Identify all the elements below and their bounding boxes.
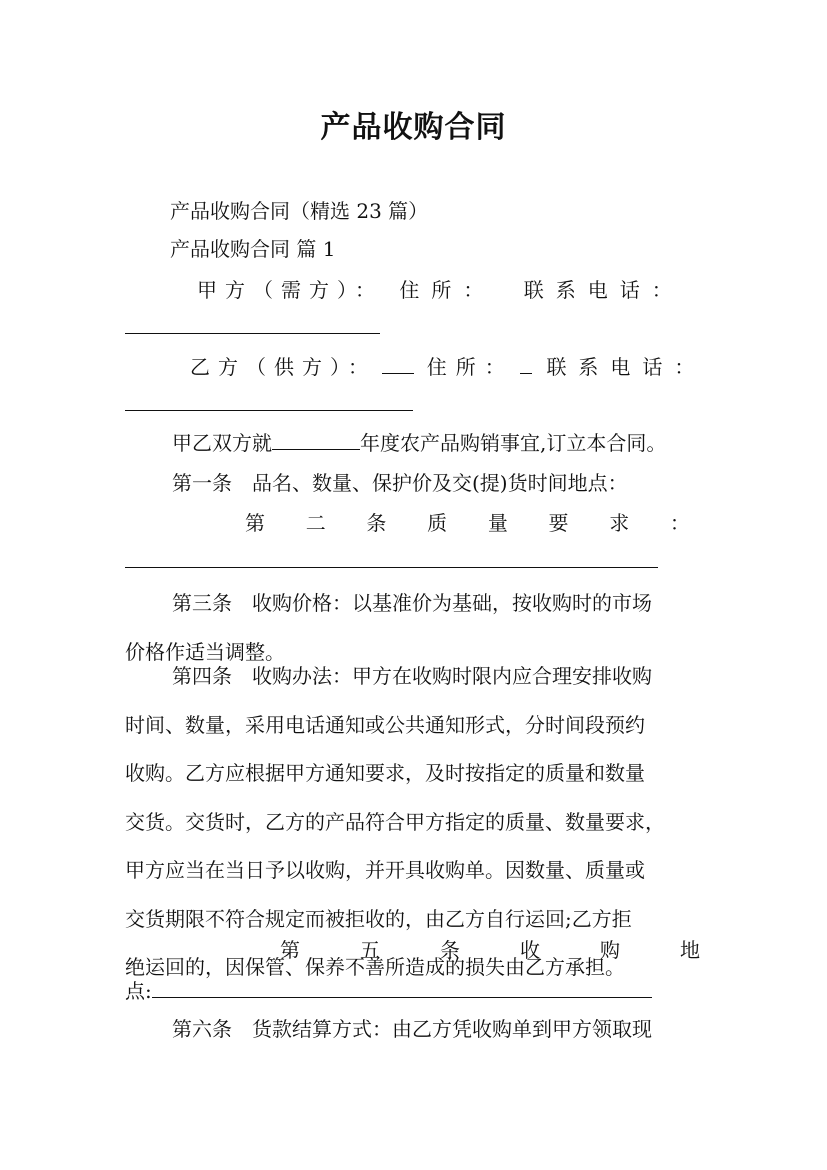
party-b-label: 乙方（供方）： bbox=[190, 355, 376, 379]
party-b-phone-label: 联系电话： bbox=[546, 355, 707, 379]
clause-5-tail bbox=[125, 977, 705, 1005]
clause-3-line: 价格作适当调整。 bbox=[125, 639, 285, 664]
clause-2-blank bbox=[125, 567, 658, 568]
intro-part-a: 甲乙双方就 bbox=[172, 431, 272, 455]
clause-4-line: 交货。交货时，乙方的产品符合甲方指定的质量、数量要求， bbox=[125, 809, 665, 834]
clause-5-tail-label: 点: bbox=[125, 979, 152, 1003]
clause-5-char: 购 bbox=[600, 938, 620, 962]
party-b-line bbox=[190, 353, 705, 381]
party-a-line bbox=[197, 276, 697, 304]
clause-4-line: 交货期限不符合规定而被拒收的，由乙方自行运回;乙方拒 bbox=[125, 906, 632, 931]
clause-5 bbox=[280, 936, 700, 964]
party-b-name-blank bbox=[382, 353, 414, 374]
clause-5-char: 第 bbox=[280, 938, 300, 962]
party-a-address-label: 住所： bbox=[399, 278, 496, 302]
clause-1: 第一条 品名、数量、保护价及交(提)货时间地点： bbox=[172, 471, 628, 495]
clause-2-char: 量 bbox=[487, 511, 508, 535]
clause-5-char: 地 bbox=[680, 938, 700, 962]
clause-5-char: 条 bbox=[440, 938, 460, 962]
intro-line bbox=[172, 429, 752, 457]
year-blank bbox=[272, 429, 360, 450]
clause-2-char: 质 bbox=[427, 511, 448, 535]
party-a-label: 甲方（需方）： bbox=[197, 278, 383, 302]
section-heading: 产品收购合同 篇 1 bbox=[170, 237, 336, 261]
party-a-phone-blank bbox=[125, 333, 380, 334]
clause-4-line: 绝运回的，因保管、保养不善所造成的损失由乙方承担。 bbox=[125, 955, 625, 979]
clause-2-char: ： bbox=[669, 511, 690, 535]
clause-5-char: 五 bbox=[360, 938, 380, 962]
clause-6: 第六条 货款结算方式：由乙方凭收购单到甲方领取现 bbox=[172, 1017, 652, 1041]
document-subtitle: 产品收购合同（精选 23 篇） bbox=[170, 199, 429, 223]
clause-4-line: 收购。乙方应根据甲方通知要求，及时按指定的质量和数量 bbox=[125, 761, 645, 785]
party-a-phone-label: 联系电话： bbox=[523, 278, 684, 302]
clause-2-char: 求 bbox=[609, 511, 630, 535]
intro-part-b: 年度农产品购销事宜,订立本合同。 bbox=[360, 431, 667, 455]
clause-2 bbox=[245, 509, 690, 537]
clause-2-char: 第 bbox=[245, 511, 265, 535]
clause-5-char: 收 bbox=[520, 938, 540, 962]
clause-2-char: 二 bbox=[305, 511, 326, 535]
clause-2-char: 条 bbox=[366, 511, 387, 535]
clause-2-char: 要 bbox=[548, 511, 569, 535]
clause-5-blank bbox=[152, 977, 652, 998]
document-title: 产品收购合同 bbox=[320, 110, 507, 145]
party-b-phone-blank bbox=[125, 410, 413, 411]
clause-4-line: 时间、数量，采用电话通知或公共通知形式，分时间段预约 bbox=[125, 712, 645, 737]
clause-3-line: 第三条 收购价格：以基准价为基础，按收购时的市场 bbox=[172, 591, 652, 615]
clause-4-line: 第四条 收购办法：甲方在收购时限内应合理安排收购 bbox=[172, 664, 652, 688]
clause-4-line: 甲方应当在当日予以收购，并开具收购单。因数量、质量或 bbox=[125, 858, 645, 882]
party-b-address-label: 住所： bbox=[426, 355, 514, 379]
party-b-address-blank bbox=[520, 353, 532, 374]
